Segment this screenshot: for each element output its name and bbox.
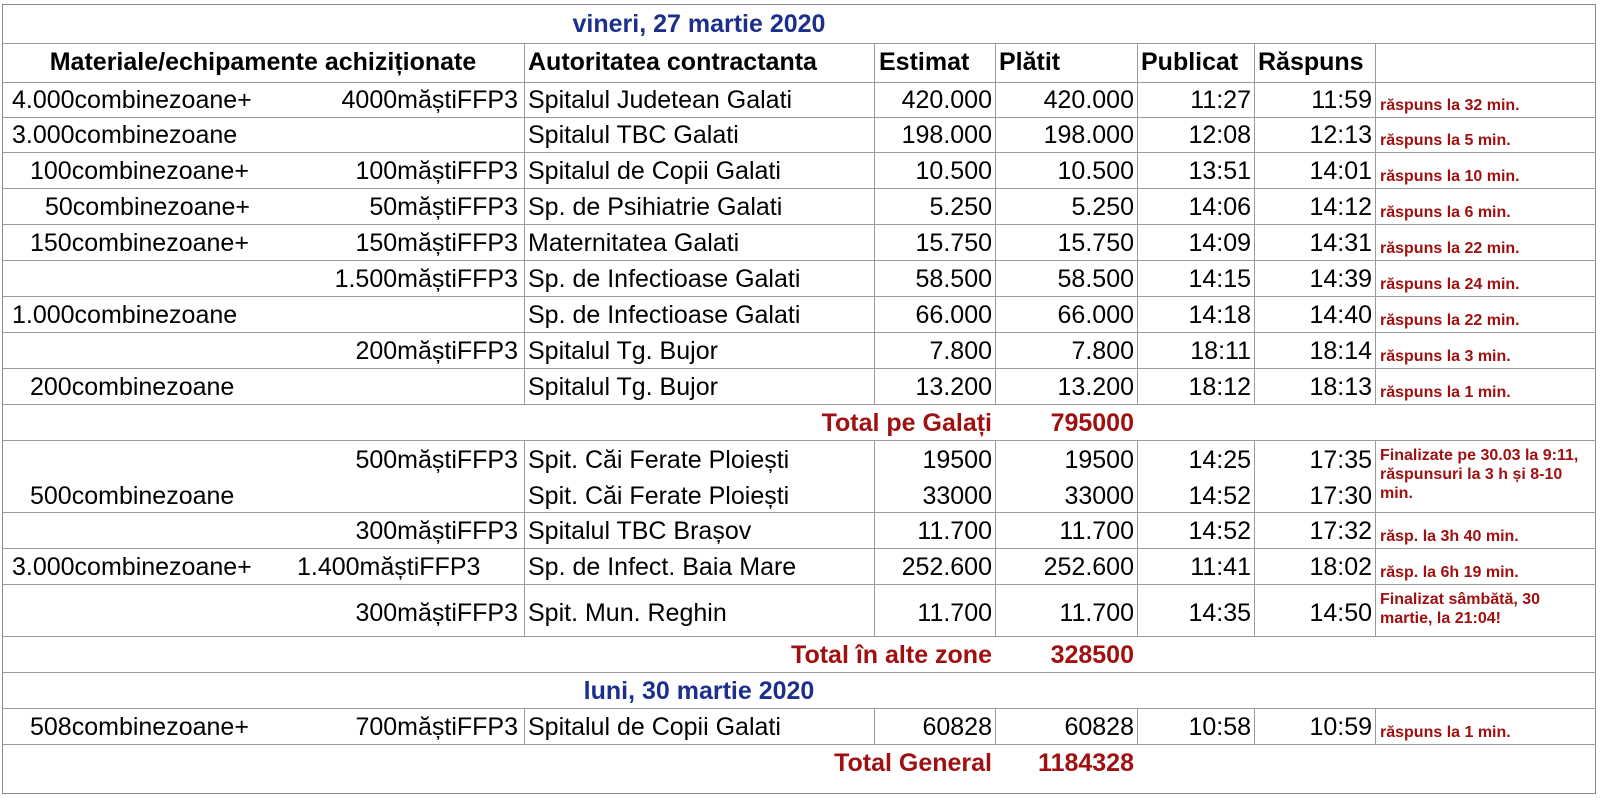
table-cell-paid: 420.000: [1043, 86, 1134, 114]
table-cell-response: 11:59: [1311, 86, 1372, 114]
table-cell-authority: Spitalul de Copii Galati: [528, 713, 781, 741]
table-cell-estimated: 11.700: [917, 517, 992, 545]
table-cell-paid: 60828: [1064, 713, 1134, 741]
table-cell-authority: Spitalul de Copii Galati: [528, 157, 781, 185]
row-divider: [2, 368, 1596, 369]
row-divider: [2, 440, 1596, 441]
table-cell-paid: 252.600: [1043, 553, 1134, 581]
table-cell-authority: Sp. de Infectioase Galati: [528, 301, 801, 329]
row-divider: [2, 224, 1596, 225]
date-heading-second: luni, 30 martie 2020: [583, 677, 815, 705]
table-cell-estimated: 252.600: [901, 553, 992, 581]
header-published: Publicat: [1141, 48, 1239, 76]
table-cell-response: 17:30: [1309, 482, 1372, 510]
table-cell-note: răspuns la 1 min.: [1380, 384, 1511, 401]
header-estimated: Estimat: [879, 48, 970, 76]
table-cell-note: răsp. la 6h 19 min.: [1380, 564, 1519, 581]
table-cell-authority: Spit. Mun. Reghin: [528, 599, 727, 627]
table-cell-estimated: 10.500: [915, 157, 992, 185]
table-cell-authority: Sp. de Infectioase Galati: [528, 265, 801, 293]
table-cell-estimated: 33000: [922, 482, 992, 510]
table-cell-material: 200combinezoane: [30, 373, 235, 401]
note-reghin: Finalizat sâmbătă, 30 martie, la 21:04!: [1380, 591, 1541, 627]
table-cell-paid: 7.800: [1071, 337, 1134, 365]
table-cell-material: 50măștiFFP3: [369, 193, 518, 221]
table-cell-paid: 13.200: [1057, 373, 1134, 401]
table-cell-paid: 58.500: [1057, 265, 1134, 293]
table-cell-material: 500combinezoane: [30, 482, 235, 510]
table-cell-response: 18:14: [1309, 337, 1372, 365]
row-divider: [2, 260, 1596, 261]
table-cell-paid: 11.700: [1059, 599, 1134, 627]
table-cell-paid: 198.000: [1043, 121, 1134, 149]
header-paid: Plătit: [999, 48, 1061, 76]
table-cell-published: 14:35: [1188, 599, 1251, 627]
table-cell-paid: 11.700: [1059, 517, 1134, 545]
row-divider: [2, 584, 1596, 585]
table-cell-response: 14:31: [1309, 229, 1372, 257]
table-cell-paid: 19500: [1064, 446, 1134, 474]
table-cell-response: 18:02: [1309, 553, 1372, 581]
row-divider: [2, 296, 1596, 297]
table-cell-material: 4000măștiFFP3: [341, 86, 518, 114]
column-divider: [524, 708, 525, 744]
table-cell-paid: 5.250: [1071, 193, 1134, 221]
table-cell-authority: Spit. Căi Ferate Ploiești: [528, 482, 790, 510]
total-galati-label: Total pe Galați: [821, 409, 992, 437]
table-cell-paid: 66.000: [1057, 301, 1134, 329]
table-cell-estimated: 66.000: [915, 301, 992, 329]
table-cell-material: 700măștiFFP3: [355, 713, 518, 741]
table-cell-estimated: 19500: [922, 446, 992, 474]
total-other-label: Total în alte zone: [791, 641, 992, 669]
table-cell-estimated: 58.500: [915, 265, 992, 293]
table-cell-response: 14:01: [1309, 157, 1372, 185]
table-cell-note: răspuns la 22 min.: [1380, 312, 1520, 329]
table-cell-response: 10:59: [1309, 713, 1372, 741]
table-cell-estimated: 60828: [922, 713, 992, 741]
row-divider: [2, 744, 1596, 745]
table-cell-material: 150măștiFFP3: [355, 229, 518, 257]
table-cell-paid: 10.500: [1057, 157, 1134, 185]
table-cell-published: 14:52: [1188, 517, 1251, 545]
table-cell-material: 100măștiFFP3: [355, 157, 518, 185]
table-cell-note: răspuns la 1 min.: [1380, 724, 1511, 741]
row-divider: [2, 548, 1596, 549]
table-cell-material: 1.000combinezoane: [12, 301, 238, 329]
table-cell-published: 14:06: [1188, 193, 1251, 221]
table-cell-note: răspuns la 3 min.: [1380, 348, 1511, 365]
header-response: Răspuns: [1258, 48, 1364, 76]
table-cell-response: 14:39: [1309, 265, 1372, 293]
table-cell-material: 3.000combinezoane+: [12, 553, 252, 581]
table-cell-authority: Sp. de Infect. Baia Mare: [528, 553, 797, 581]
table-cell-material: 100combinezoane+: [30, 157, 249, 185]
table-cell-note: răspuns la 24 min.: [1380, 276, 1520, 293]
table-cell-material: 50combinezoane+: [45, 193, 251, 221]
date-heading-first: vineri, 27 martie 2020: [572, 10, 826, 38]
table-cell-material: 200măștiFFP3: [355, 337, 518, 365]
table-cell-published: 14:52: [1188, 482, 1251, 510]
table-cell-authority: Spitalul Judetean Galati: [528, 86, 793, 114]
row-divider: [2, 152, 1596, 153]
table-cell-material: 150combinezoane+: [30, 229, 249, 257]
table-cell-note: răspuns la 6 min.: [1380, 204, 1511, 221]
table-cell-published: 18:12: [1188, 373, 1251, 401]
total-general-value: 1184328: [1038, 749, 1134, 777]
table-cell-authority: Spit. Căi Ferate Ploiești: [528, 446, 790, 474]
table-cell-material: 4.000combinezoane+: [12, 86, 252, 114]
table-cell-published: 14:09: [1188, 229, 1251, 257]
row-divider: [2, 117, 1596, 118]
header-materials: Materiale/echipamente achiziționate: [49, 48, 477, 76]
table-cell-response: 14:40: [1309, 301, 1372, 329]
table-cell-published: 14:15: [1188, 265, 1251, 293]
column-divider: [524, 440, 525, 636]
column-divider: [1375, 440, 1376, 636]
table-cell-estimated: 5.250: [929, 193, 992, 221]
table-cell-estimated: 15.750: [915, 229, 992, 257]
table-cell-estimated: 198.000: [901, 121, 992, 149]
table-cell-response: 14:50: [1309, 599, 1372, 627]
table-cell-estimated: 420.000: [901, 86, 992, 114]
table-cell-note: răsp. la 3h 40 min.: [1380, 528, 1519, 545]
table-cell-note: răspuns la 5 min.: [1380, 132, 1511, 149]
table-cell-note: răspuns la 32 min.: [1380, 97, 1520, 114]
table-cell-material: 300măștiFFP3: [355, 599, 518, 627]
table-cell-authority: Maternitatea Galati: [528, 229, 740, 257]
table-cell-material: 1.500măștiFFP3: [334, 265, 518, 293]
table-cell-estimated: 13.200: [915, 373, 992, 401]
table-cell-published: 14:25: [1188, 446, 1251, 474]
table-cell-authority: Spitalul TBC Brașov: [528, 517, 752, 545]
row-divider: [2, 188, 1596, 189]
table-cell-material: 1.400măștiFFP3: [297, 553, 481, 581]
column-divider: [524, 44, 525, 404]
table-cell-response: 14:12: [1309, 193, 1372, 221]
table-cell-response: 12:13: [1309, 121, 1372, 149]
table-cell-published: 10:58: [1188, 713, 1251, 741]
table-cell-note: răspuns la 10 min.: [1380, 168, 1520, 185]
table-cell-response: 18:13: [1309, 373, 1372, 401]
table-cell-authority: Spitalul TBC Galati: [528, 121, 739, 149]
table-cell-published: 12:08: [1188, 121, 1251, 149]
table-cell-material: 3.000combinezoane: [12, 121, 238, 149]
table-cell-estimated: 7.800: [929, 337, 992, 365]
row-divider: [2, 636, 1596, 637]
table-cell-response: 17:32: [1309, 517, 1372, 545]
row-divider: [2, 512, 1596, 513]
table-cell-estimated: 11.700: [917, 599, 992, 627]
row-divider: [2, 43, 1596, 44]
table-cell-authority: Spitalul Tg. Bujor: [528, 373, 718, 401]
row-divider: [2, 672, 1596, 673]
total-other-value: 328500: [1050, 641, 1134, 669]
total-general-label: Total General: [834, 749, 992, 777]
row-divider: [2, 404, 1596, 405]
table-cell-published: 11:27: [1190, 86, 1251, 114]
row-divider: [2, 708, 1596, 709]
column-divider: [1375, 708, 1376, 744]
table-cell-material: 500măștiFFP3: [355, 446, 518, 474]
row-divider: [2, 332, 1596, 333]
table-cell-authority: Spitalul Tg. Bujor: [528, 337, 718, 365]
table-cell-paid: 15.750: [1057, 229, 1134, 257]
table-cell-published: 11:41: [1190, 553, 1251, 581]
header-authority: Autoritatea contractanta: [528, 48, 817, 76]
total-galati-value: 795000: [1050, 409, 1134, 437]
row-divider: [2, 82, 1596, 83]
table-cell-material: 300măștiFFP3: [355, 517, 518, 545]
table-cell-response: 17:35: [1309, 446, 1372, 474]
table-cell-published: 13:51: [1188, 157, 1251, 185]
table-cell-note: răspuns la 22 min.: [1380, 240, 1520, 257]
table-cell-published: 18:11: [1190, 337, 1251, 365]
table-cell-authority: Sp. de Psihiatrie Galati: [528, 193, 783, 221]
table-cell-material: 508combinezoane+: [30, 713, 249, 741]
note-ploiesti: Finalizate pe 30.03 la 9:11, răspunsuri la 3 h și 8-10 min.: [1380, 447, 1579, 502]
column-divider: [1375, 44, 1376, 404]
table-cell-published: 14:18: [1188, 301, 1251, 329]
table-cell-paid: 33000: [1064, 482, 1134, 510]
